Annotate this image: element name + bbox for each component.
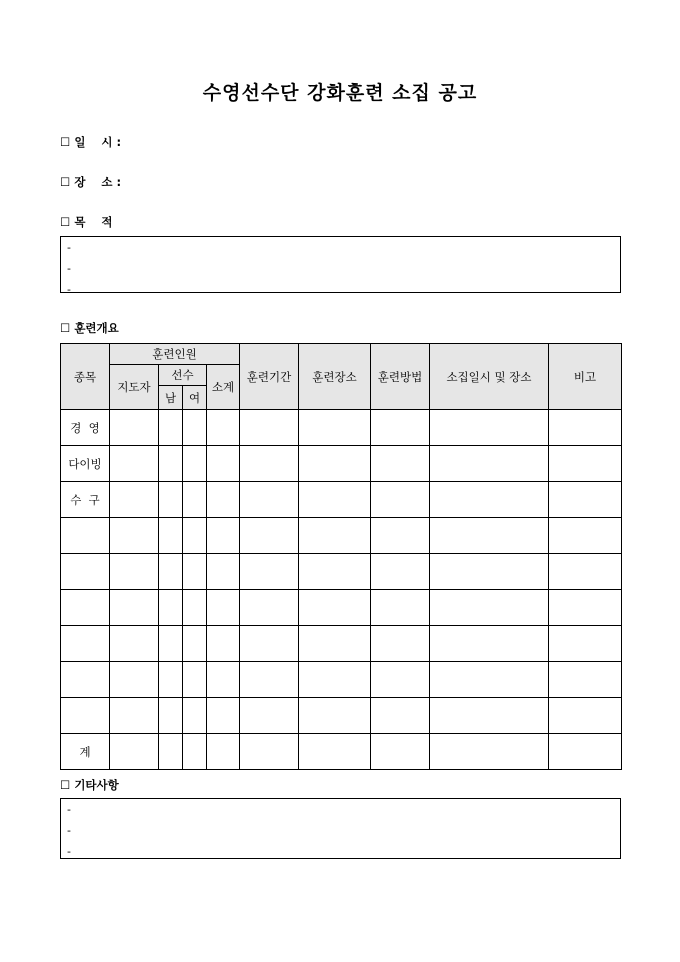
row-event-label	[61, 662, 110, 698]
table-cell[interactable]	[207, 698, 240, 734]
table-cell[interactable]	[430, 446, 549, 482]
header-method: 훈련방법	[371, 344, 430, 410]
training-overview-table	[60, 343, 622, 770]
table-cell[interactable]	[430, 482, 549, 518]
table-row	[61, 446, 622, 482]
table-cell[interactable]	[430, 626, 549, 662]
table-cell[interactable]	[207, 590, 240, 626]
other-label: ☐ 기타사항	[60, 778, 119, 792]
table-cell[interactable]	[549, 410, 622, 446]
table-cell[interactable]	[430, 734, 549, 770]
table-cell[interactable]	[240, 590, 299, 626]
other-line: -	[67, 803, 71, 816]
row-event-label: 계	[61, 734, 110, 770]
table-row	[61, 590, 622, 626]
purpose-box[interactable]	[60, 236, 621, 296]
table-cell[interactable]	[299, 734, 371, 770]
table-cell[interactable]	[430, 662, 549, 698]
table-cell[interactable]	[240, 698, 299, 734]
table-cell[interactable]	[183, 590, 207, 626]
table-cell[interactable]	[240, 554, 299, 590]
table-cell[interactable]	[207, 626, 240, 662]
row-event-label: 경 영	[61, 410, 110, 446]
place-label: ☐ 장 소 :	[60, 175, 122, 189]
header-male: 남	[159, 386, 183, 410]
table-cell[interactable]	[240, 518, 299, 554]
header-note: 비고	[549, 344, 622, 410]
table-cell[interactable]	[371, 590, 430, 626]
table-cell[interactable]	[183, 554, 207, 590]
table-cell[interactable]	[549, 554, 622, 590]
row-event-label	[61, 590, 110, 626]
header-period: 훈련기간	[240, 344, 299, 410]
table-cell[interactable]	[299, 698, 371, 734]
purpose-label: ☐ 목 적	[60, 215, 113, 229]
header-female: 여	[183, 386, 207, 410]
table-cell[interactable]	[430, 518, 549, 554]
table-cell[interactable]	[110, 446, 159, 482]
table-cell[interactable]	[371, 518, 430, 554]
table-cell[interactable]	[110, 626, 159, 662]
table-cell[interactable]	[159, 698, 183, 734]
table-cell[interactable]	[207, 482, 240, 518]
table-cell[interactable]	[240, 662, 299, 698]
table-cell[interactable]	[207, 662, 240, 698]
table-cell[interactable]	[159, 518, 183, 554]
table-cell[interactable]	[299, 662, 371, 698]
table-cell[interactable]	[207, 734, 240, 770]
table-cell[interactable]	[240, 734, 299, 770]
table-cell[interactable]	[207, 410, 240, 446]
table-cell[interactable]	[110, 662, 159, 698]
table-row	[61, 410, 622, 446]
table-cell[interactable]	[549, 662, 622, 698]
header-call: 소집일시 및 장소	[430, 344, 549, 410]
table-cell[interactable]	[183, 410, 207, 446]
table-cell[interactable]	[159, 662, 183, 698]
purpose-line: -	[67, 262, 71, 275]
table-cell[interactable]	[299, 410, 371, 446]
table-row	[61, 734, 622, 770]
table-cell[interactable]	[183, 698, 207, 734]
header-subtotal: 소계	[207, 365, 240, 410]
table-cell[interactable]	[371, 410, 430, 446]
table-cell[interactable]	[207, 518, 240, 554]
table-cell[interactable]	[549, 734, 622, 770]
table-row	[61, 518, 622, 554]
table-cell[interactable]	[371, 698, 430, 734]
table-row	[61, 626, 622, 662]
other-line: -	[67, 845, 71, 858]
table-row	[61, 698, 622, 734]
table-cell[interactable]	[430, 590, 549, 626]
header-personnel: 훈련인원	[110, 344, 240, 365]
table-cell[interactable]	[183, 734, 207, 770]
table-cell[interactable]	[183, 518, 207, 554]
table-cell[interactable]	[430, 554, 549, 590]
table-cell[interactable]	[110, 518, 159, 554]
table-row	[61, 662, 622, 698]
table-cell[interactable]	[299, 446, 371, 482]
table-cell[interactable]	[159, 626, 183, 662]
table-cell[interactable]	[299, 518, 371, 554]
table-cell[interactable]	[549, 518, 622, 554]
row-event-label	[61, 518, 110, 554]
row-event-label: 수 구	[61, 482, 110, 518]
table-cell[interactable]	[159, 590, 183, 626]
table-cell[interactable]	[299, 482, 371, 518]
other-box[interactable]	[60, 798, 621, 859]
table-cell[interactable]	[371, 482, 430, 518]
table-cell[interactable]	[549, 482, 622, 518]
table-cell[interactable]	[240, 626, 299, 662]
table-cell[interactable]	[159, 734, 183, 770]
header-event: 종목	[61, 344, 110, 410]
table-cell[interactable]	[430, 698, 549, 734]
table-cell[interactable]	[240, 410, 299, 446]
other-line: -	[67, 824, 71, 837]
table-cell[interactable]	[549, 590, 622, 626]
table-cell[interactable]	[183, 626, 207, 662]
header-location: 훈련장소	[299, 344, 371, 410]
table-cell[interactable]	[549, 698, 622, 734]
overview-label: ☐ 훈련개요	[60, 321, 119, 335]
table-cell[interactable]	[549, 446, 622, 482]
table-cell[interactable]	[159, 446, 183, 482]
table-cell[interactable]	[207, 446, 240, 482]
schedule-label: ☐ 일 시 :	[60, 135, 122, 149]
row-event-label	[61, 698, 110, 734]
table-cell[interactable]	[240, 482, 299, 518]
table-cell[interactable]	[110, 482, 159, 518]
row-event-label	[61, 626, 110, 662]
table-row	[61, 482, 622, 518]
table-cell[interactable]	[430, 410, 549, 446]
table-cell[interactable]	[183, 662, 207, 698]
row-event-label	[61, 554, 110, 590]
header-athletes: 선수	[159, 365, 207, 386]
table-cell[interactable]	[207, 554, 240, 590]
table-row	[61, 554, 622, 590]
purpose-line: -	[67, 283, 71, 296]
table-cell[interactable]	[299, 554, 371, 590]
header-coach: 지도자	[110, 365, 159, 410]
table-cell[interactable]	[371, 662, 430, 698]
table-cell[interactable]	[110, 554, 159, 590]
table-cell[interactable]	[299, 590, 371, 626]
table-cell[interactable]	[371, 446, 430, 482]
table-cell[interactable]	[110, 734, 159, 770]
table-cell[interactable]	[110, 698, 159, 734]
purpose-line: -	[67, 241, 71, 254]
table-cell[interactable]	[183, 446, 207, 482]
table-cell[interactable]	[110, 410, 159, 446]
table-cell[interactable]	[371, 554, 430, 590]
page-title: 수영선수단 강화훈련 소집 공고	[202, 82, 478, 104]
table-cell[interactable]	[371, 626, 430, 662]
table-cell[interactable]	[159, 482, 183, 518]
table-cell[interactable]	[110, 590, 159, 626]
table-cell[interactable]	[371, 734, 430, 770]
row-event-label: 다이빙	[61, 446, 110, 482]
table-cell[interactable]	[240, 446, 299, 482]
table-cell[interactable]	[159, 410, 183, 446]
table-cell[interactable]	[183, 482, 207, 518]
table-cell[interactable]	[549, 626, 622, 662]
table-cell[interactable]	[159, 554, 183, 590]
table-cell[interactable]	[299, 626, 371, 662]
